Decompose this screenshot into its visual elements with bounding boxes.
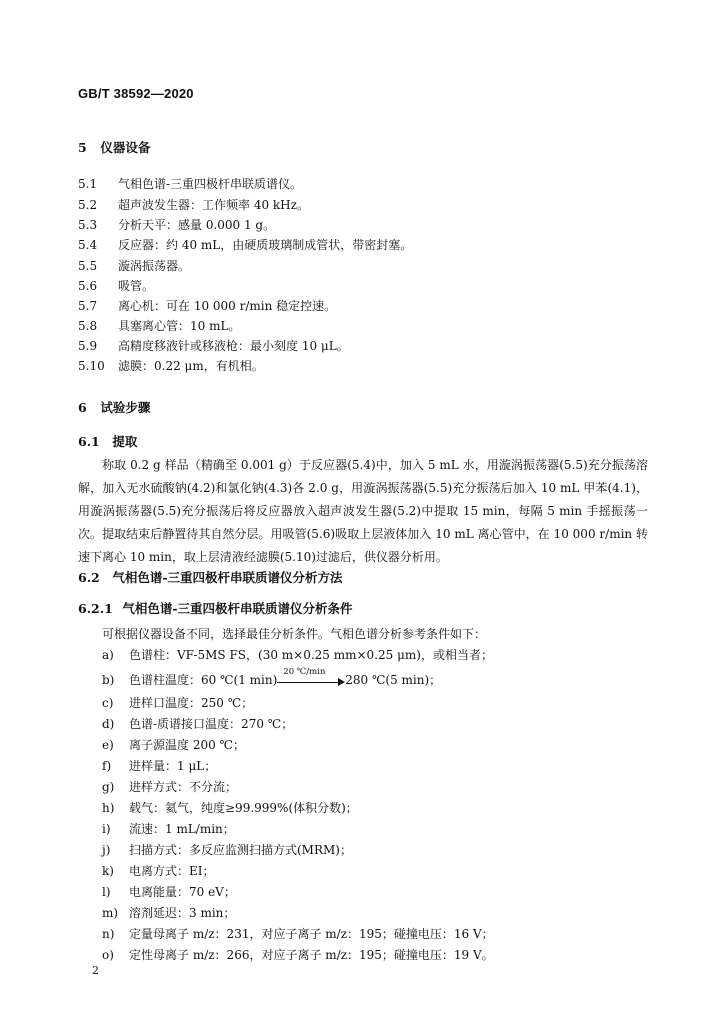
section-5-heading	[78, 138, 150, 156]
list-item	[78, 258, 190, 274]
list-item	[78, 237, 412, 253]
item-number: 5.9	[78, 339, 98, 353]
section-6-1-heading	[78, 432, 137, 450]
section-6-2-1-heading	[78, 599, 353, 617]
item-text: 280 ℃(5 min)；	[345, 673, 442, 687]
section-number: 6.2.1	[78, 601, 113, 616]
item-text: 色谱-质谱接口温度：270 ℃；	[129, 717, 294, 731]
condition-item	[102, 884, 236, 900]
item-number: 5.7	[78, 299, 98, 313]
list-item	[78, 298, 336, 314]
section-6-heading	[78, 398, 150, 416]
item-text: 具塞离心管：10 mL。	[118, 319, 241, 333]
item-text: 溶剂延迟：3 min；	[129, 906, 236, 920]
item-letter: n)	[102, 927, 115, 941]
section-title: 气相色谱-三重四极杆串联质谱仪分析方法	[112, 570, 343, 585]
section-number: 6.2	[78, 570, 100, 585]
section-title: 气相色谱-三重四极杆串联质谱仪分析条件	[122, 601, 353, 616]
item-text: 进样方式：不分流；	[129, 780, 238, 794]
condition-item	[102, 647, 493, 663]
item-letter: e)	[102, 738, 114, 752]
item-text: 色谱柱温度：60 ℃(1 min)	[129, 673, 278, 687]
document-header: GB/T 38592—2020	[78, 86, 194, 101]
item-text: 漩涡振荡器。	[118, 259, 191, 273]
condition-item	[102, 863, 215, 879]
section-number: 6.1	[78, 434, 100, 449]
condition-item	[102, 716, 293, 732]
item-letter: l)	[102, 885, 111, 899]
item-text: 定量母离子 m/z：231，对应子离子 m/z：195；碰撞电压：16 V；	[129, 927, 494, 941]
section-number: 5	[78, 140, 87, 155]
page-number: 2	[92, 964, 99, 977]
condition-item	[102, 758, 216, 774]
condition-item	[102, 800, 358, 816]
item-letter: i)	[102, 822, 111, 836]
condition-item	[102, 926, 494, 942]
item-number: 5.10	[78, 359, 105, 373]
item-letter: j)	[102, 843, 111, 857]
item-number: 5.1	[78, 177, 98, 191]
item-text: 离心机：可在 10 000 r/min 稳定控速。	[118, 299, 337, 313]
item-letter: b)	[102, 673, 115, 687]
list-item	[78, 318, 240, 334]
list-item	[78, 358, 264, 374]
item-text: 色谱柱：VF-5MS FS，(30 m×0.25 mm×0.25 μm)，或相当者；	[129, 648, 493, 662]
item-number: 5.2	[78, 198, 98, 212]
item-letter: h)	[102, 801, 115, 815]
section-number: 6	[78, 400, 87, 415]
item-letter: m)	[102, 906, 119, 920]
paragraph-text: 称取 0.2 g 样品（精确至 0.001 g）于反应器(5.4)中，加入 5 mL 水，用漩涡振荡器(5.5)充分振荡溶解，加入无水硫酸钠(4.2)和氯化钠(4.3)各 2.0 g，用漩涡振荡器(5.5)充分振荡后加入 10 mL 甲苯(4.1)，用漩涡振荡器(5.5)充分振荡后将反应器放入超声波发生器(5.2)中提取 15 min，每隔 5 min 手摇振荡一次。提取结束后静置待其自然分层。用吸管(5.6)吸取上层液体加入 10 mL 离心管中，在 10 000 r/min 转速下离心 10 min，取上层清液经滤膜(5.10)过滤后，供仪器分析用。	[78, 458, 648, 564]
item-letter: g)	[102, 780, 115, 794]
section-6-2-heading	[78, 568, 343, 586]
item-text: 进样口温度：250 ℃；	[129, 696, 254, 710]
item-letter: c)	[102, 696, 114, 710]
item-text: 载气：氦气，纯度≥99.999%(体积分数)；	[129, 801, 358, 815]
item-letter: k)	[102, 864, 114, 878]
list-item	[78, 278, 154, 294]
item-text: 电离方式：EI；	[129, 864, 215, 878]
item-text: 滤膜：0.22 μm，有机相。	[118, 359, 264, 373]
item-text: 高精度移液针或移液枪：最小刻度 10 μL。	[118, 339, 349, 353]
condition-item-temperature-program	[102, 666, 442, 688]
item-number: 5.8	[78, 319, 98, 333]
item-text: 离子源温度 200 ℃；	[129, 738, 245, 752]
item-number: 5.5	[78, 259, 98, 273]
item-text: 扫描方式：多反应监测扫描方式(MRM)；	[129, 843, 352, 857]
section-title: 提取	[112, 434, 138, 449]
ramp-rate-label: 20 ℃/min	[283, 666, 326, 677]
item-text: 流速：1 mL/min；	[129, 822, 235, 836]
item-number: 5.4	[78, 238, 98, 252]
list-item	[78, 217, 275, 233]
ramp-arrow-icon	[277, 666, 345, 686]
list-item	[78, 197, 309, 213]
item-letter: o)	[102, 948, 114, 962]
item-number: 5.3	[78, 218, 98, 232]
item-letter: f)	[102, 759, 112, 773]
item-text: 吸管。	[118, 279, 155, 293]
item-text: 电离能量：70 eV；	[129, 885, 236, 899]
condition-item	[102, 905, 235, 921]
section-title: 试验步骤	[100, 400, 151, 415]
item-number: 5.6	[78, 279, 98, 293]
condition-item	[102, 779, 237, 795]
list-item	[78, 338, 349, 354]
item-text: 反应器：约 40 mL，由硬质玻璃制成管状，带密封塞。	[118, 238, 413, 252]
conditions-intro: 可根据仪器设备不同，选择最佳分析条件。气相色谱分析参考条件如下：	[102, 627, 487, 641]
item-text: 定性母离子 m/z：266，对应子离子 m/z：195；碰撞电压：19 V。	[129, 948, 494, 962]
condition-item	[102, 821, 235, 837]
condition-item	[102, 695, 253, 711]
list-item	[78, 176, 302, 192]
item-text: 气相色谱-三重四极杆串联质谱仪。	[118, 177, 303, 191]
condition-item	[102, 842, 352, 858]
condition-item	[102, 737, 245, 753]
item-text: 进样量：1 μL；	[129, 759, 217, 773]
item-letter: d)	[102, 717, 115, 731]
section-title: 仪器设备	[100, 140, 151, 155]
item-text: 分析天平：感量 0.000 1 g。	[118, 218, 276, 232]
condition-item	[102, 947, 494, 963]
extraction-paragraph	[78, 454, 648, 569]
item-letter: a)	[102, 648, 114, 662]
item-text: 超声波发生器：工作频率 40 kHz。	[118, 198, 309, 212]
